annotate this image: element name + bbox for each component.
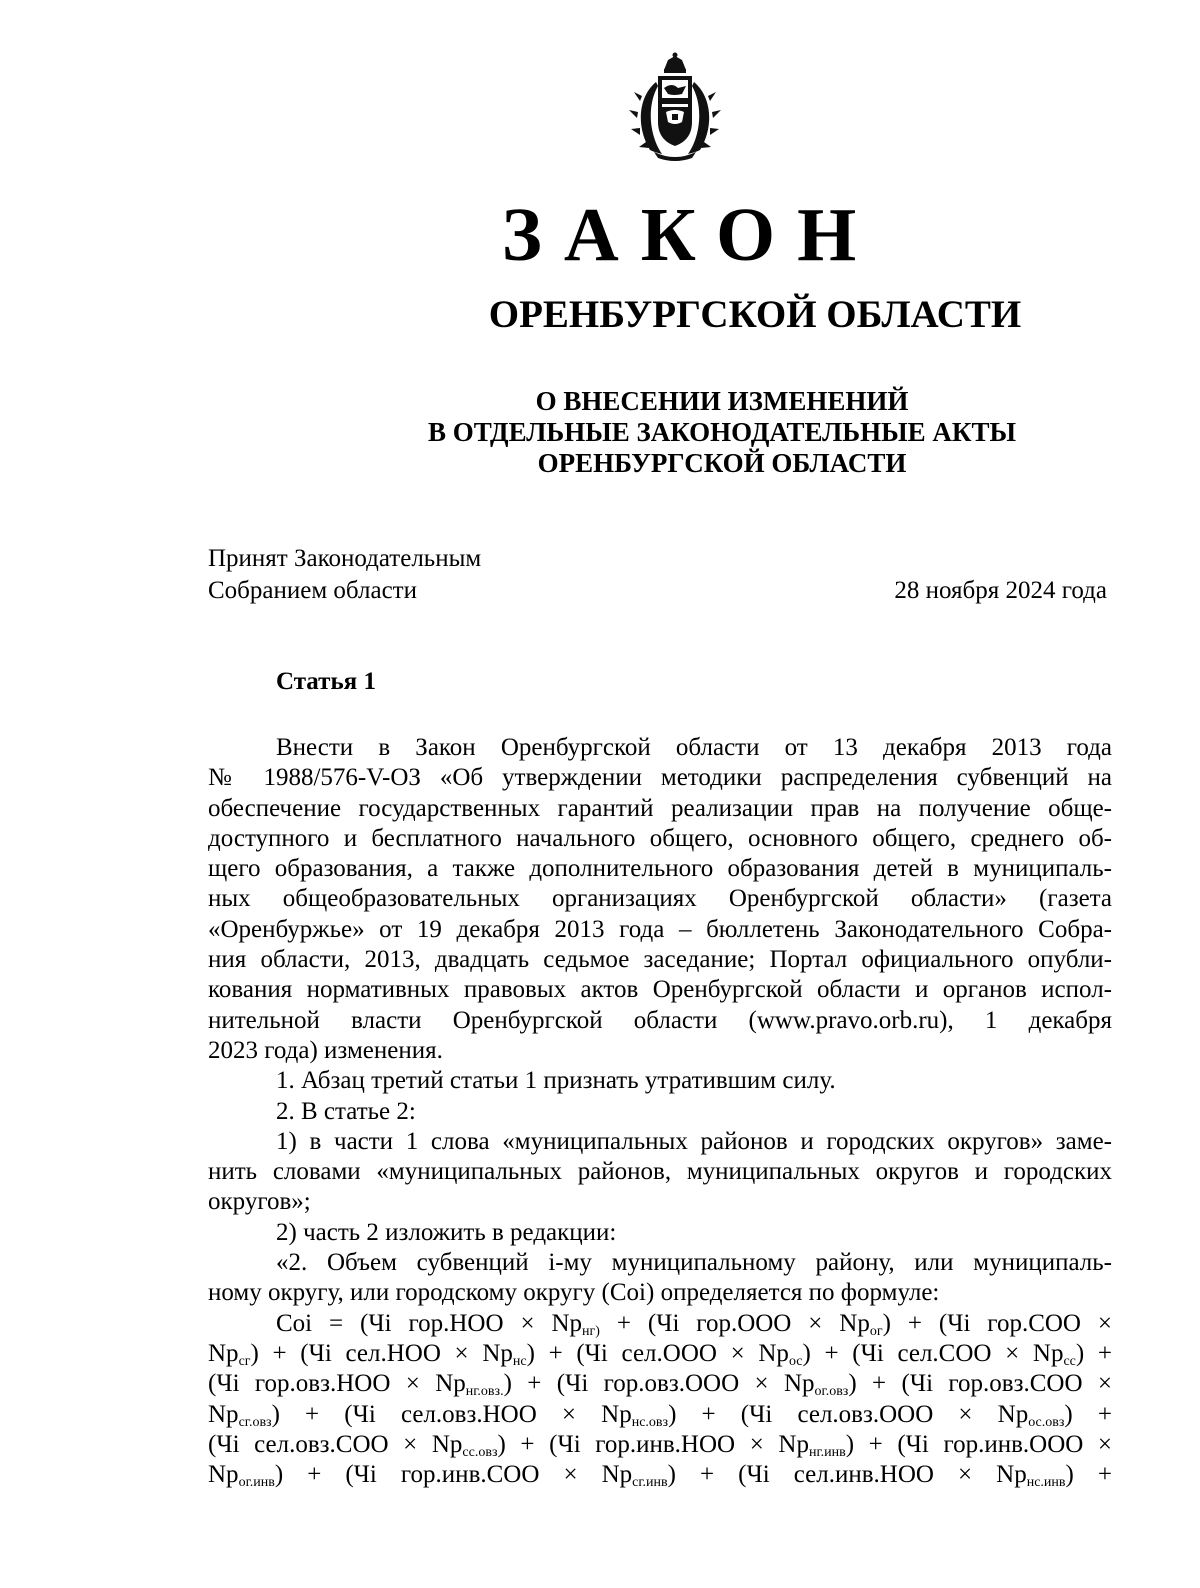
formula-text: ) +: [1065, 1461, 1113, 1489]
law-title: ЗАКОН: [501, 193, 879, 277]
article-body: [208, 733, 1112, 1490]
text-line: ния области, 2013, двадцать седьмое заседание; Портал официального опубли-: [208, 946, 1112, 974]
formula-text: (Чi гор.овз.НОО × Np: [208, 1370, 466, 1398]
item-2: 2. В статье 2:: [276, 1097, 416, 1125]
subject-line: О ВНЕСЕНИИ ИЗМЕНЕНИЙ: [535, 386, 909, 416]
formula-text: (Чi сел.овз.СОО × Np: [208, 1430, 463, 1458]
text-line: щего образования, а также дополнительного образования детей в муниципаль-: [208, 855, 1112, 883]
formula: [208, 1309, 1112, 1491]
text-line: кования нормативных правовых актов Оренбургской области и органов испол-: [208, 976, 1112, 1004]
formula-text: ) + (Чi гор.СОО ×: [882, 1309, 1112, 1337]
formula-subscript: ос: [788, 1353, 803, 1369]
formula-subscript: нс: [512, 1353, 527, 1369]
formula-subscript: нс.овз: [631, 1414, 669, 1430]
article-heading: Статья 1: [276, 668, 376, 695]
law-subject: [0, 386, 1200, 479]
formula-text: ) + (Чi гор.инв.ООО ×: [845, 1430, 1113, 1458]
formula-subscript: сс.овз: [462, 1444, 498, 1460]
formula-text: Np: [208, 1339, 239, 1367]
formula-subscript: ос.овз: [1028, 1414, 1065, 1430]
text-line: ному округу, или городскому округу (Coi) определяется по формуле:: [208, 1279, 940, 1307]
adoption-date: 28 ноября 2024 года: [894, 577, 1107, 604]
text-line: «2. Объем субвенций i-му муниципальному району, или муниципаль-: [276, 1249, 1112, 1277]
text-line: округов»;: [208, 1188, 311, 1216]
formula-text: ) + (Чi гор.овз.ООО × Np: [503, 1370, 815, 1398]
subject-line: В ОТДЕЛЬНЫЕ ЗАКОНОДАТЕЛЬНЫЕ АКТЫ: [427, 417, 1017, 447]
subject-line: ОРЕНБУРГСКОЙ ОБЛАСТИ: [537, 448, 907, 478]
adoption-line: Собранием области: [208, 577, 417, 604]
formula-text: ) + (Чi сел.инв.НОО × Np: [667, 1461, 1027, 1489]
formula-text: ) + (Чi сел.СОО × Np: [802, 1339, 1064, 1367]
quoted-paragraph: [208, 1248, 1112, 1309]
formula-subscript: сг.инв: [632, 1475, 668, 1491]
formula-text: ) +: [1064, 1400, 1112, 1428]
formula-text: ) + (Чi гор.инв.НОО × Np: [497, 1430, 809, 1458]
formula-subscript: ог.овз: [814, 1384, 849, 1400]
formula-text: Coi = (Чi гор.НОО × Np: [276, 1309, 583, 1337]
formula-line: [208, 1339, 1112, 1369]
formula-subscript: нг.инв: [808, 1444, 846, 1460]
text-line: нить словами «муниципальных районов, муниципальных округов и городских: [208, 1158, 1112, 1186]
text-line: Внести в Закон Оренбургской области от 13 декабря 2013 года: [276, 734, 1112, 761]
text-line: 1) в части 1 слова «муниципальных районов и городских округов» заме-: [276, 1127, 1112, 1155]
formula-subscript: сг.овз: [238, 1414, 272, 1430]
formula-text: Np: [208, 1461, 239, 1489]
formula-line: [208, 1400, 1112, 1430]
formula-text: ) + (Чi сел.овз.НОО × Np: [271, 1400, 632, 1428]
text-line: ных общеобразовательных организациях Оренбургской области» (газета: [208, 885, 1112, 913]
formula-text: Np: [208, 1400, 239, 1428]
formula-subscript: ог.инв: [238, 1475, 275, 1491]
adoption-line: Принят Законодательным: [208, 545, 482, 572]
formula-subscript: нс.инв: [1026, 1475, 1066, 1491]
formula-text: + (Чi гор.ООО × Np: [599, 1309, 870, 1337]
text-line: 2023 года) изменения.: [208, 1036, 443, 1064]
text-line: обеспечение государственных гарантий реализации прав на получение обще-: [208, 794, 1112, 822]
text-line: № 1988/576-V-ОЗ «Об утверждении методики распределения субвенций на: [208, 764, 1112, 792]
formula-line: [208, 1309, 1112, 1339]
adoption-note: [208, 543, 481, 607]
formula-subscript: нг): [582, 1323, 600, 1339]
formula-line: [208, 1460, 1112, 1490]
text-line: нительной власти Оренбургской области (www.pravo.orb.ru), 1 декабря: [208, 1006, 1112, 1034]
text-line: доступного и бесплатного начального общего, основного общего, среднего об-: [208, 824, 1112, 852]
formula-subscript: нг.овз.: [465, 1384, 504, 1400]
formula-line: [208, 1430, 1112, 1460]
formula-subscript: сг: [238, 1353, 251, 1369]
item-1: 1. Абзац третий статьи 1 признать утратившим силу.: [276, 1067, 836, 1095]
formula-text: ) +: [1075, 1339, 1113, 1367]
formula-text: ) + (Чi сел.НОО × Np: [250, 1339, 513, 1367]
intro-paragraph: [208, 733, 1112, 1066]
coat-of-arms-icon: [628, 52, 722, 162]
formula-subscript: ог: [869, 1323, 883, 1339]
formula-line: [208, 1369, 1112, 1399]
formula-text: ) + (Чi гор.инв.СОО × Np: [274, 1461, 633, 1489]
region-title: ОРЕНБУРГСКОЙ ОБЛАСТИ: [488, 293, 1022, 336]
formula-text: ) + (Чi гор.овз.СОО ×: [848, 1370, 1112, 1398]
formula-text: ) + (Чi сел.овз.ООО × Np: [668, 1400, 1029, 1428]
subitem-1: [208, 1127, 1112, 1218]
subitem-2: 2) часть 2 изложить в редакции:: [276, 1218, 617, 1246]
text-line: «Оренбуржье» от 19 декабря 2013 года – бюллетень Законодательного Собра-: [208, 915, 1112, 943]
formula-subscript: сс: [1063, 1353, 1076, 1369]
formula-text: ) + (Чi сел.ООО × Np: [526, 1339, 789, 1367]
